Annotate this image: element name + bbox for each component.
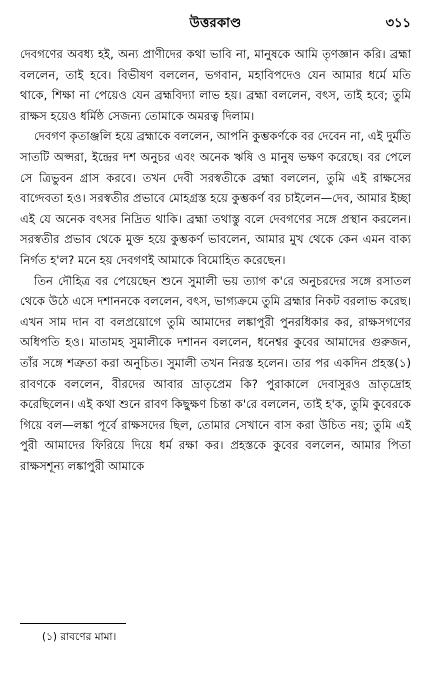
page-header	[20, 14, 411, 34]
paragraph: দেবগণ কৃতাঞ্জলি হয়ে ব্রহ্মাকে বললেন, আপনি কুম্ভকর্ণকে বর দেবেন না, এই দুর্মতি সাতটি অপ্সরা, ইন্দ্রের দশ অনুচর এবং অনেক ঋষি ও মানুষ ভক্ষণ করেছে। বর পেলে সে ত্রিভুবন গ্রাস করবে। তখন দেবী সরস্বতীকে ব্রহ্মা বললেন, তুমি এই রাক্ষসের বাগ্দেবতা হও। সরস্বতীর প্রভাবে মোহগ্রস্ত হয়ে কুম্ভকর্ণ বর চাইলেন—দেব, আমার ইচ্ছা এই যে অনেক বৎসর নিদ্রিত থাকি। ব্রহ্মা তথাস্তু বলে দেবগণের সঙ্গে প্রস্থান করলেন। সরস্বতীর প্রভাব থেকে মুক্ত হয়ে কুম্ভকর্ণ ভাবলেন, আমার মুখ থেকে কেন এমন বাক্য নির্গত হ'ল? মনে হয় দেবগণই আমাকে বিমোহিত করেছেন।	[20, 129, 411, 267]
chapter-title: উত্তরকাণ্ড	[189, 16, 242, 31]
body-text	[20, 44, 411, 476]
page-number: ৩১১	[385, 16, 411, 31]
footnote: (১) রাবণের মামা।	[42, 631, 117, 643]
footnote-divider	[20, 623, 126, 624]
paragraph: তিন দৌহিত্র বর পেয়েছেন শুনে সুমালী ভয় ত্যাগ ক'রে অনুচরদের সঙ্গে রসাতল থেকে উঠে এসে দশাননকে বললেন, বৎস, ভাগ্যক্রমে তুমি ব্রহ্মার নিকট বরলাভ করেছ। এখন সাম দান বা বলপ্রয়োগে তুমি আমাদের লঙ্কাপুরী পুনরধিকার কর, রাক্ষসগণের অধিপতি হও। মাতামহ সুমালীকে দশানন বললেন, ধনেশ্বর কুবের আমাদের গুরুজন, তাঁর সঙ্গে শত্রুতা করা অনুচিত। সুমালী তখন নিরস্ত হলেন। তার পর একদিন প্রহস্ত(১) রাবণকে বললেন, বীরদের আবার ভ্রাতৃপ্রেম কি? পুরাকালে দেবাসুরও ভ্রাতৃদ্রোহ করেছিলেন। এই কথা শুনে রাবণ কিছুক্ষণ চিন্তা ক'রে বললেন, তাই হ'ক, তুমি কুবেরকে গিয়ে বল—লঙ্কা পূর্বে রাক্ষসদের ছিল, তোমার সেখানে বাস করা উচিত নয়; তুমি এই পুরী আমাদের ফিরিয়ে দিয়ে ধর্ম রক্ষা কর। প্রহস্তকে কুবের বললেন, আমার পিতা রাক্ষসশূন্য লঙ্কাপুরী আমাকে	[20, 273, 411, 473]
paragraph: দেবগণের অবধ্য হই, অন্য প্রাণীদের কথা ভাবি না, মানুষকে আমি তৃণজ্ঞান করি। ব্রহ্মা বললেন, তাই হবে। বিভীষণ বললেন, ভগবান, মহাবিপদেও যেন আমার ধর্মে মতি থাকে, শিক্ষা না পেয়েও যেন ব্রহ্মবিদ্যা লাভ হয়। ব্রহ্মা বললেন, বৎস, তাই হবে; তুমি রাক্ষস হয়েও ধর্মিষ্ঠ সেজন্য তোমাকে অমরত্ব দিলাম।	[20, 47, 411, 123]
